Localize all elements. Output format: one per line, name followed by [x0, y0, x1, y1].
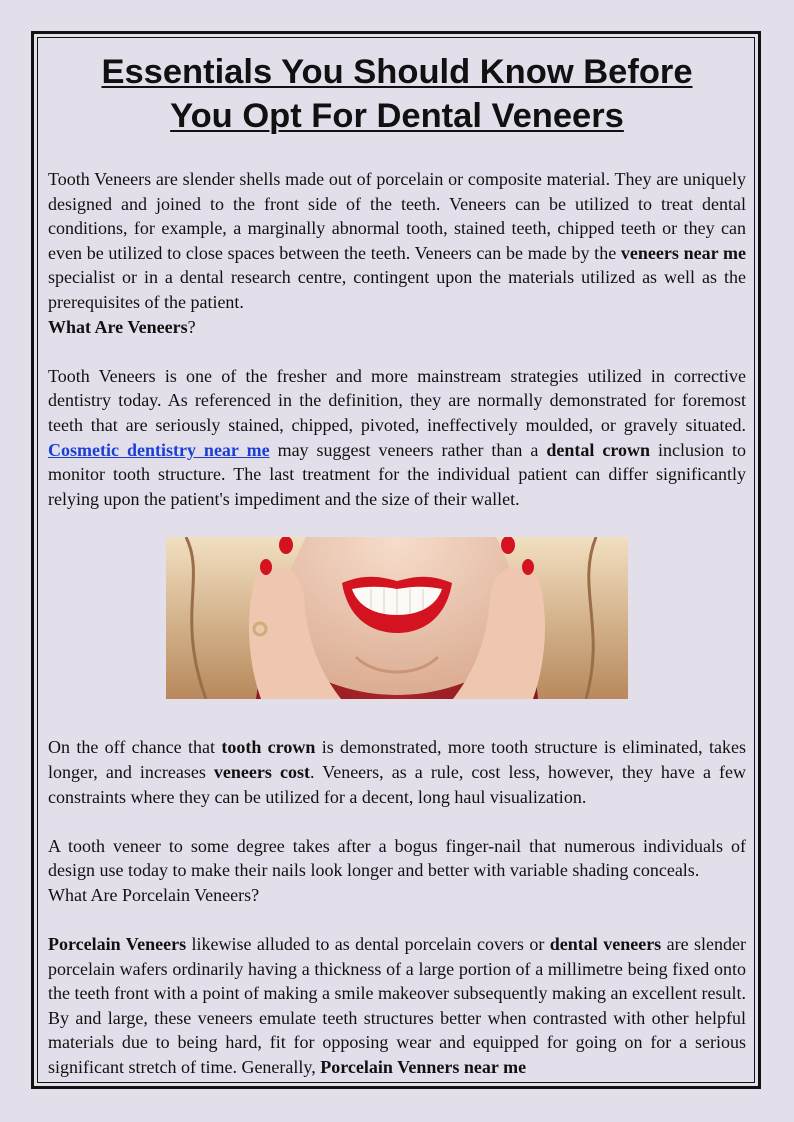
crown-text-2: is demonstrated, more tooth structure is eliminated, takes longer, and increases: [48, 737, 746, 782]
blank-line: [48, 339, 746, 364]
heading-tail: ?: [187, 316, 196, 337]
page-title: [48, 50, 746, 138]
cosmetic-dentistry-link[interactable]: Cosmetic dentistry near me: [48, 439, 270, 460]
section-heading-porcelain-veneers: What Are Porcelain Veneers?: [48, 884, 260, 905]
veneers-text-3: inclusion to monitor tooth structure. The last treatment for the individual patient can differ significantly relying upon the patient's impediment and the size of their wallet.: [48, 439, 746, 509]
keyword-veneers-cost: veneers cost: [213, 761, 310, 782]
keyword-tooth-crown: tooth crown: [221, 737, 316, 758]
porcelain-paragraph: [48, 932, 746, 1080]
finger-nail-text: A tooth veneer to some degree takes after a bogus finger-nail that numerous individuals of design use today to make their nails look longer and better with variable shading conceals.: [48, 835, 746, 881]
keyword-porcelain-venners-near-me: Porcelain Venners near me: [320, 1057, 527, 1078]
blank-line: [48, 809, 746, 834]
section-heading-what-are-veneers: [48, 315, 746, 340]
title-line-2: You Opt For Dental Veneers: [170, 97, 624, 135]
smiling-woman-red-lips-photo: [166, 537, 628, 699]
porcelain-text-2: are slender porcelain wafers ordinarily having a thickness of a large portion of a millimetre being fixed onto the teeth front with a point of making a smile makeover subsequently making an excellent result. By and large, these veneers emulate teeth structures better when contrasted with other helpful materials due to being hard, fit for opposing wear and equipped for going on for a serious significant stretch of time. Generally,: [48, 934, 746, 1078]
finger-nail-paragraph: [48, 834, 746, 908]
heading-bold: What Are Veneers: [48, 316, 188, 337]
article: [48, 50, 746, 1080]
veneers-paragraph: [48, 364, 746, 512]
intro-text-2: specialist or in a dental research centre, contingent upon the materials utilized as well as the prerequisites of the patient.: [48, 267, 746, 312]
keyword-dental-veneers: dental veneers: [549, 934, 662, 955]
veneers-text-2: may suggest veneers rather than a: [269, 439, 547, 460]
keyword-veneers-near-me: veneers near me: [620, 242, 747, 263]
keyword-porcelain-veneers: Porcelain Veneers: [48, 934, 187, 955]
crown-text-3: . Veneers, as a rule, cost less, however, they have a few constraints where they can be utilized for a decent, long haul visualization.: [48, 761, 746, 807]
crown-text-1: On the off chance that: [48, 737, 222, 758]
veneers-text-1: Tooth Veneers is one of the fresher and more mainstream strategies utilized in corrective dentistry today. As referenced in the definition, they are normally demonstrated for foremost teeth that are seriously stained, chipped, pivoted, ineffectively moulded, or gravely situated.: [48, 365, 746, 435]
keyword-dental-crown: dental crown: [546, 439, 651, 460]
intro-text-1: Tooth Veneers are slender shells made out of porcelain or composite material. They are uniquely designed and joined to the front side of the teeth. Veneers can be utilized to treat dental conditions, for example, a marginally abnormal tooth, stained teeth, chipped teeth or they can even be utilized to close spaces between the teeth. Veneers can be made by the: [48, 169, 746, 263]
porcelain-text-1: likewise alluded to as dental porcelain covers or: [186, 934, 550, 955]
blank-line: [48, 907, 746, 932]
title-line-1: Essentials You Should Know Before: [101, 53, 693, 91]
photo-container: [48, 537, 746, 699]
intro-paragraph: [48, 167, 746, 315]
crown-paragraph: [48, 735, 746, 809]
